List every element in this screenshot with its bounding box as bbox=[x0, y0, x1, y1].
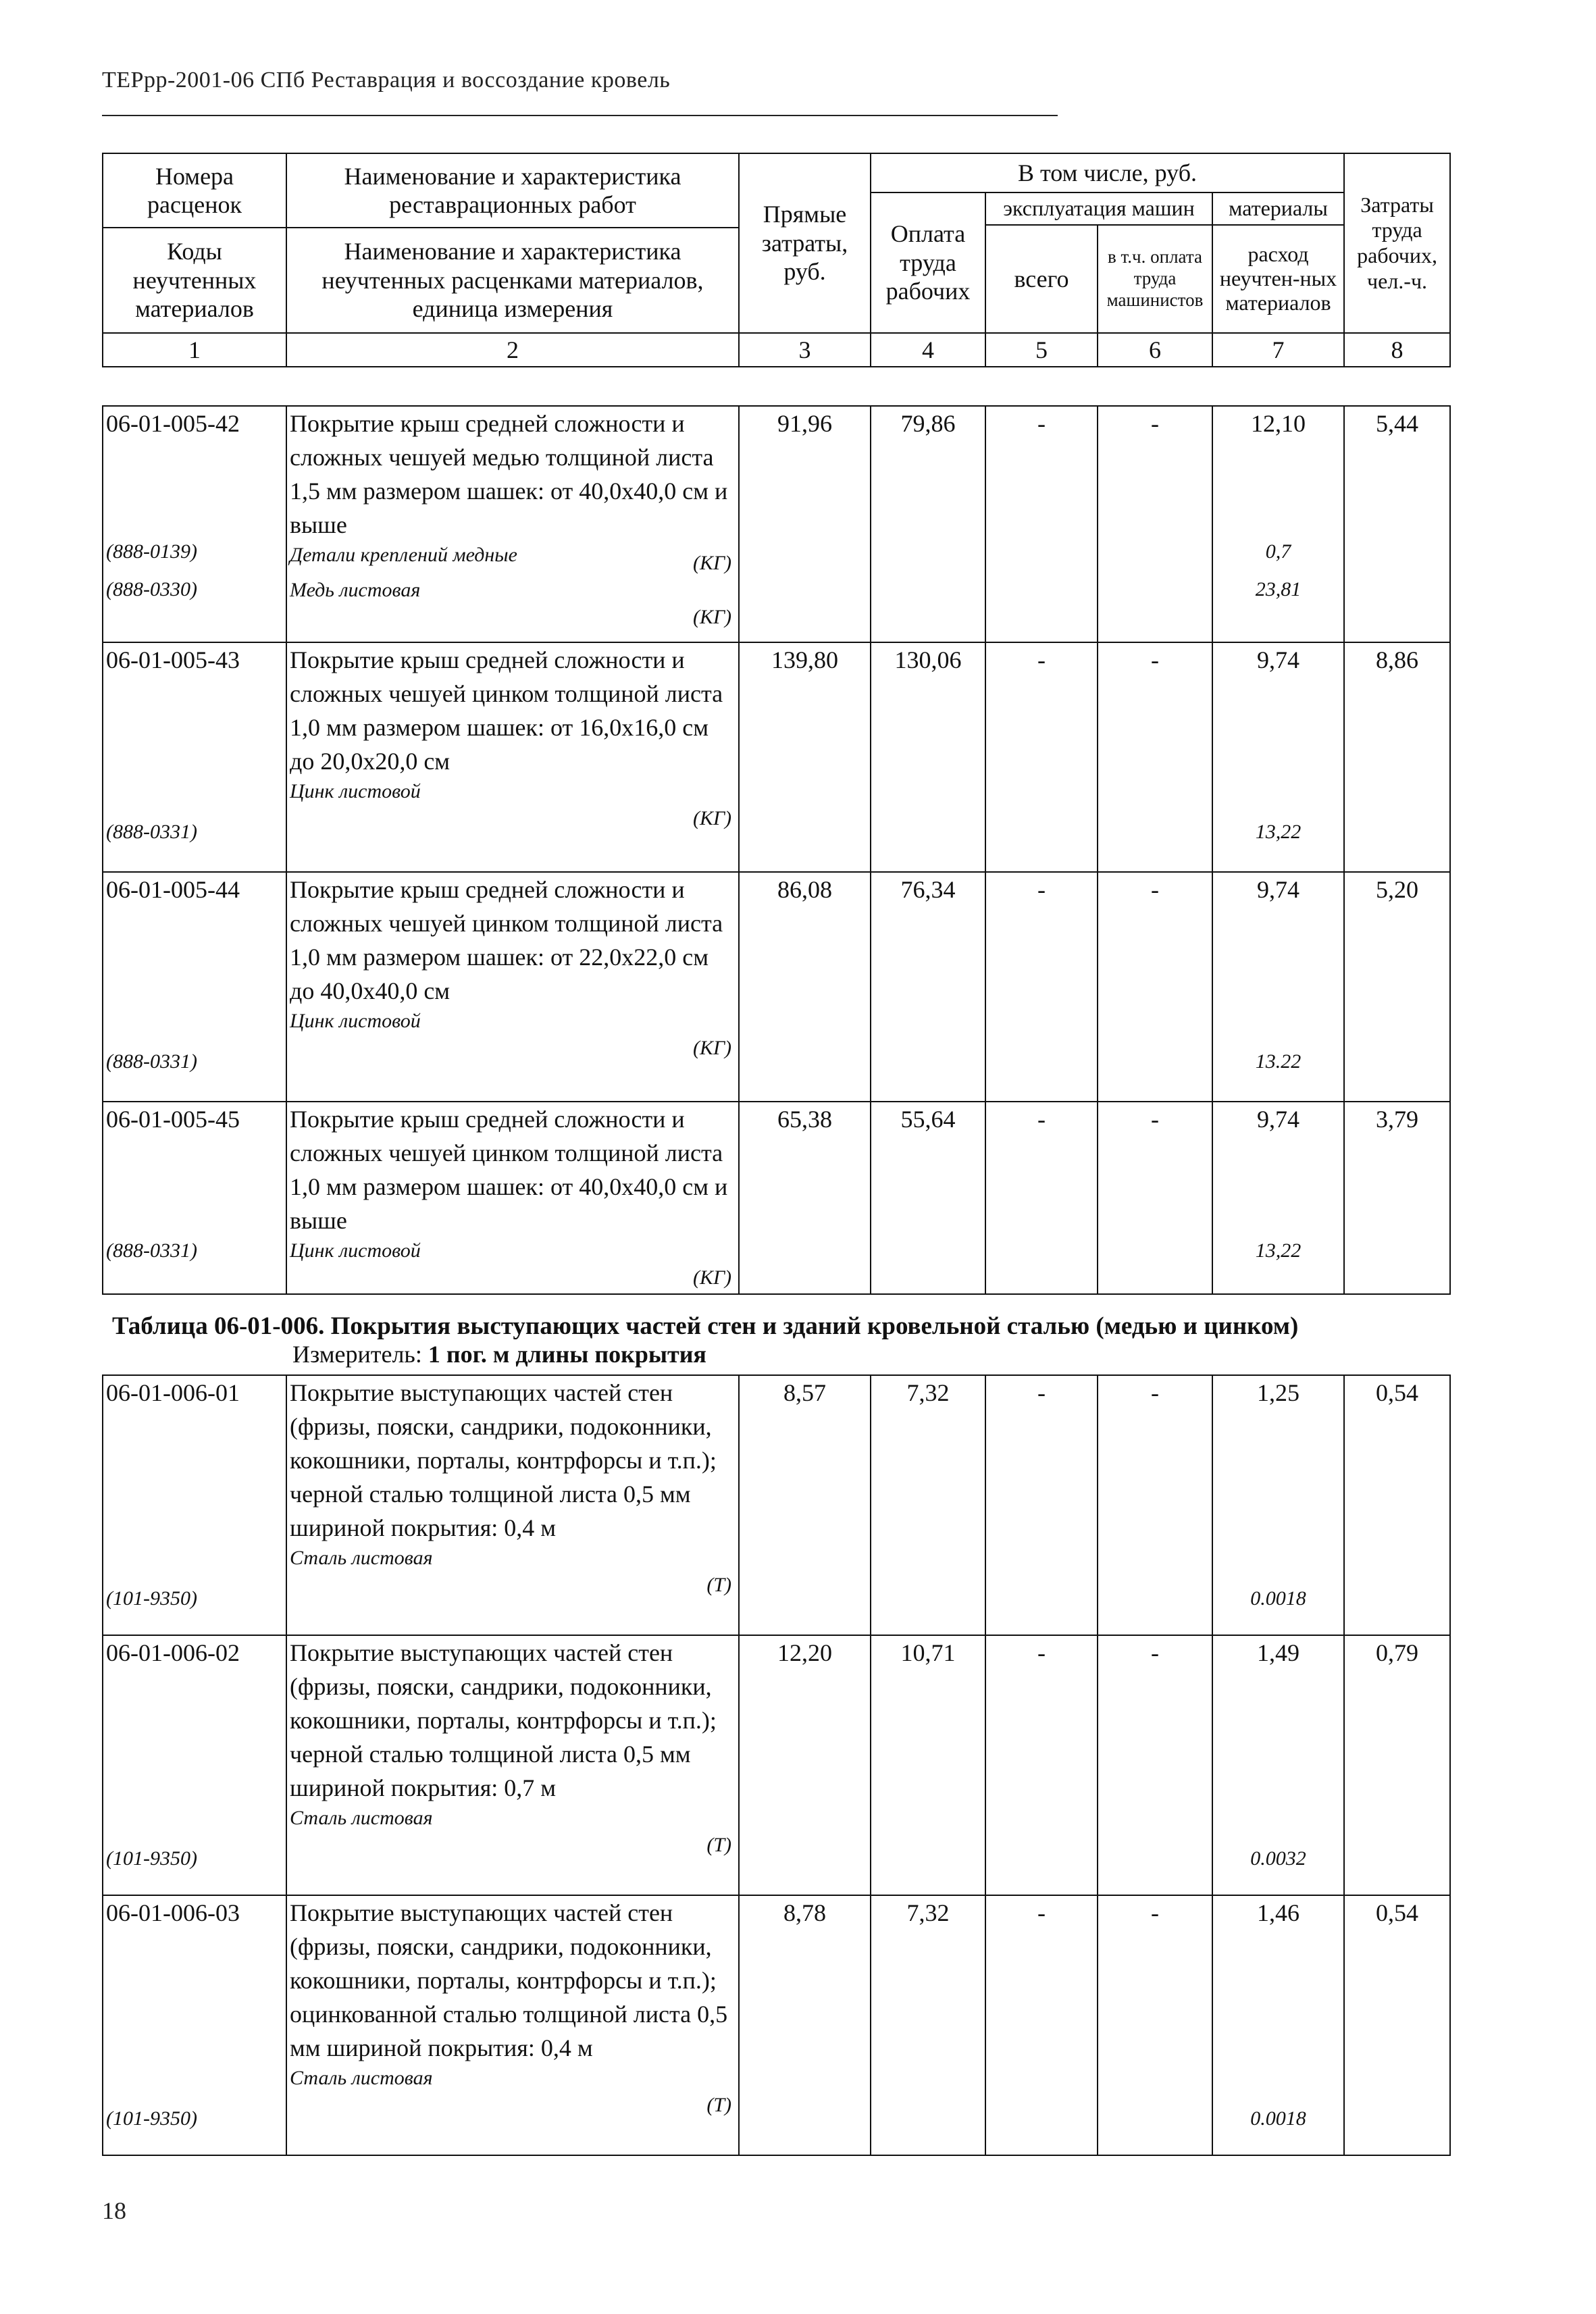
materials-cost-cell bbox=[1212, 1102, 1344, 1294]
machines-total: - bbox=[985, 1102, 1098, 1294]
rate-description-cell bbox=[286, 1102, 739, 1294]
materials-cost: 1,46 bbox=[1257, 1899, 1299, 1926]
rate-description: Покрытие выступающих частей стен (фризы, пояски, сандрики, подоконники, кокошники, порталы, контрфорсы и т.п.); оцинкованной сталью толщиной листа 0,5 мм шириной покрытия: 0,4 м bbox=[290, 1899, 728, 2061]
column-number: 2 bbox=[286, 333, 739, 367]
direct-costs: 86,08 bbox=[739, 872, 871, 1102]
material-code: (101-9350) bbox=[106, 1587, 197, 1610]
table-row bbox=[103, 1375, 1450, 1635]
direct-costs: 139,80 bbox=[739, 642, 871, 872]
header-work-description: Наименование и характеристика реставрационных работ bbox=[344, 162, 681, 218]
table-unit-value: 1 пог. м длины покрытия bbox=[428, 1341, 706, 1368]
header-material-codes: Коды неучтенных материалов bbox=[103, 228, 286, 333]
labor-hours: 5,44 bbox=[1344, 406, 1450, 642]
header-work-name bbox=[286, 153, 739, 228]
machinists-pay: - bbox=[1098, 1635, 1212, 1895]
machinists-pay: - bbox=[1098, 872, 1212, 1102]
machinists-pay: - bbox=[1098, 1102, 1212, 1294]
rate-description: Покрытие выступающих частей стен (фризы, пояски, сандрики, подоконники, кокошники, порталы, контрфорсы и т.п.); черной сталью толщиной листа 0,5 мм шириной покрытия: 0,7 м bbox=[290, 1639, 717, 1801]
rate-description: Покрытие крыш средней сложности и сложных чешуей цинком толщиной листа 1,0 мм размером шашек: от 40,0х40,0 см и выше bbox=[290, 1106, 728, 1234]
material-code: (888-0331) bbox=[106, 821, 197, 843]
materials-cost-cell bbox=[1212, 872, 1344, 1102]
rate-code: 06-01-005-44 bbox=[106, 876, 240, 903]
material-quantity: 0,7 bbox=[1265, 540, 1291, 563]
column-number: 5 bbox=[985, 333, 1098, 367]
header-material-consumption: расход неучтен-ных материалов bbox=[1212, 225, 1344, 333]
material-code: (888-0139) bbox=[106, 540, 197, 563]
rate-code: 06-01-006-02 bbox=[106, 1639, 240, 1666]
header-codes bbox=[103, 153, 286, 228]
material-code: (888-0331) bbox=[106, 1050, 197, 1073]
labor-pay: 76,34 bbox=[871, 872, 985, 1102]
header-machinists-pay: в т.ч. оплата труда машинистов bbox=[1098, 225, 1212, 333]
labor-pay: 79,86 bbox=[871, 406, 985, 642]
table-caption: Таблица 06-01-006. Покрытия выступающих частей стен и зданий кровельной сталью (медью и цинком) bbox=[112, 1312, 1299, 1340]
table-row bbox=[103, 1102, 1450, 1294]
labor-hours: 8,86 bbox=[1344, 642, 1450, 872]
table-row bbox=[103, 1635, 1450, 1895]
header-rule bbox=[102, 115, 1058, 116]
machinists-pay: - bbox=[1098, 1375, 1212, 1635]
table-row bbox=[103, 642, 1450, 872]
material-name: Сталь листовая bbox=[290, 1547, 433, 1569]
rate-code-cell bbox=[103, 1635, 286, 1895]
labor-pay: 55,64 bbox=[871, 1102, 985, 1294]
rates-table-006 bbox=[102, 1374, 1451, 2156]
direct-costs: 8,78 bbox=[739, 1895, 871, 2155]
header-labor-pay: Оплата труда рабочих bbox=[871, 192, 985, 333]
machines-total: - bbox=[985, 1375, 1098, 1635]
rate-code: 06-01-005-43 bbox=[106, 646, 240, 673]
materials-cost-cell bbox=[1212, 406, 1344, 642]
materials-cost-cell bbox=[1212, 1895, 1344, 2155]
material-unit: (КГ) bbox=[693, 1037, 731, 1059]
machinists-pay: - bbox=[1098, 642, 1212, 872]
material-unit: (Т) bbox=[706, 1834, 731, 1856]
materials-cost-cell bbox=[1212, 1635, 1344, 1895]
rate-description-cell bbox=[286, 642, 739, 872]
materials-cost: 9,74 bbox=[1257, 876, 1299, 903]
material-quantity: 0.0018 bbox=[1250, 1587, 1306, 1610]
column-number: 4 bbox=[871, 333, 985, 367]
rate-code-cell bbox=[103, 1895, 286, 2155]
rate-code: 06-01-005-45 bbox=[106, 1106, 240, 1133]
material-quantity: 0.0032 bbox=[1250, 1847, 1306, 1870]
table-row bbox=[103, 406, 1450, 642]
header-machines: эксплуатация машин bbox=[985, 192, 1212, 225]
rate-description: Покрытие крыш средней сложности и сложных чешуей цинком толщиной листа 1,0 мм размером шашек: от 16,0х16,0 см до 20,0х20,0 см bbox=[290, 646, 723, 775]
material-name: Цинк листовой bbox=[290, 1239, 421, 1262]
material-quantity: 13,22 bbox=[1255, 821, 1302, 843]
rate-description: Покрытие крыш средней сложности и сложных чешуей медью толщиной листа 1,5 мм размером шашек: от 40,0х40,0 см и выше bbox=[290, 410, 728, 538]
labor-pay: 7,32 bbox=[871, 1895, 985, 2155]
header-material-description: Наименование и характеристика неучтенных расценками материалов, единица измерения bbox=[286, 228, 739, 333]
column-number: 6 bbox=[1098, 333, 1212, 367]
materials-cost: 1,49 bbox=[1257, 1639, 1299, 1666]
rate-code: 06-01-006-03 bbox=[106, 1899, 240, 1926]
direct-costs: 91,96 bbox=[739, 406, 871, 642]
direct-costs: 65,38 bbox=[739, 1102, 871, 1294]
machines-total: - bbox=[985, 872, 1098, 1102]
column-number: 7 bbox=[1212, 333, 1344, 367]
material-name: Сталь листовая bbox=[290, 2067, 433, 2089]
material-unit: (Т) bbox=[706, 1574, 731, 1596]
materials-cost: 12,10 bbox=[1251, 410, 1306, 437]
material-quantity: 23,81 bbox=[1255, 578, 1302, 600]
direct-costs: 8,57 bbox=[739, 1375, 871, 1635]
column-number: 3 bbox=[739, 333, 871, 367]
table-unit-label: Измеритель: bbox=[292, 1341, 422, 1368]
labor-hours: 0,79 bbox=[1344, 1635, 1450, 1895]
materials-cost-cell bbox=[1212, 1375, 1344, 1635]
labor-pay: 130,06 bbox=[871, 642, 985, 872]
header-direct-costs: Прямые затраты, руб. bbox=[739, 153, 871, 333]
material-name: Цинк листовой bbox=[290, 1010, 421, 1032]
rate-code-cell bbox=[103, 642, 286, 872]
rate-description-cell bbox=[286, 1635, 739, 1895]
table-row bbox=[103, 872, 1450, 1102]
material-unit: (КГ) bbox=[693, 1266, 731, 1289]
column-number: 1 bbox=[103, 333, 286, 367]
rate-code-cell bbox=[103, 1375, 286, 1635]
materials-cost: 9,74 bbox=[1257, 646, 1299, 673]
rate-code: 06-01-005-42 bbox=[106, 410, 240, 437]
material-code: (888-0331) bbox=[106, 1239, 197, 1262]
machinists-pay: - bbox=[1098, 1895, 1212, 2155]
material-quantity: 0.0018 bbox=[1250, 2107, 1306, 2130]
materials-cost: 1,25 bbox=[1257, 1379, 1299, 1406]
rates-table-005 bbox=[102, 405, 1451, 1295]
labor-pay: 7,32 bbox=[871, 1375, 985, 1635]
materials-cost-cell bbox=[1212, 642, 1344, 872]
running-head: ТЕРрр-2001-06 СПб Реставрация и воссоздание кровель bbox=[102, 68, 671, 93]
rate-description-cell bbox=[286, 406, 739, 642]
header-labor-hours: Затраты труда рабочих, чел.-ч. bbox=[1344, 153, 1450, 333]
labor-pay: 10,71 bbox=[871, 1635, 985, 1895]
material-quantity: 13.22 bbox=[1255, 1050, 1302, 1073]
material-quantity: 13,22 bbox=[1255, 1239, 1302, 1262]
rate-description: Покрытие выступающих частей стен (фризы, пояски, сандрики, подоконники, кокошники, порталы, контрфорсы и т.п.); черной сталью толщиной листа 0,5 мм шириной покрытия: 0,4 м bbox=[290, 1379, 717, 1541]
machines-total: - bbox=[985, 1895, 1098, 2155]
material-unit: (КГ) bbox=[693, 606, 731, 628]
rate-code: 06-01-006-01 bbox=[106, 1379, 240, 1406]
header-including: В том числе, руб. bbox=[871, 153, 1344, 192]
rate-description: Покрытие крыш средней сложности и сложных чешуей цинком толщиной листа 1,0 мм размером шашек: от 22,0х22,0 см до 40,0х40,0 см bbox=[290, 876, 723, 1004]
labor-hours: 0,54 bbox=[1344, 1375, 1450, 1635]
material-name: Цинк листовой bbox=[290, 780, 421, 802]
material-name: Детали креплений медные bbox=[290, 544, 517, 566]
rate-description-cell bbox=[286, 1375, 739, 1635]
rate-description-cell bbox=[286, 1895, 739, 2155]
labor-hours: 3,79 bbox=[1344, 1102, 1450, 1294]
labor-hours: 0,54 bbox=[1344, 1895, 1450, 2155]
machines-total: - bbox=[985, 1635, 1098, 1895]
material-unit: (Т) bbox=[706, 2094, 731, 2116]
machines-total: - bbox=[985, 642, 1098, 872]
material-code: (101-9350) bbox=[106, 2107, 197, 2130]
rate-code-cell bbox=[103, 1102, 286, 1294]
rate-description-cell bbox=[286, 872, 739, 1102]
column-number: 8 bbox=[1344, 333, 1450, 367]
page-number: 18 bbox=[102, 2197, 126, 2224]
header-materials: материалы bbox=[1212, 192, 1344, 225]
rate-code-cell bbox=[103, 872, 286, 1102]
material-code: (101-9350) bbox=[106, 1847, 197, 1870]
rate-code-cell bbox=[103, 406, 286, 642]
material-unit: (КГ) bbox=[693, 807, 731, 829]
table-unit-line bbox=[292, 1340, 706, 1368]
column-header-table bbox=[102, 153, 1451, 367]
material-name: Медь листовая bbox=[290, 579, 421, 601]
material-unit: (КГ) bbox=[693, 552, 731, 574]
materials-cost: 9,74 bbox=[1257, 1106, 1299, 1133]
direct-costs: 12,20 bbox=[739, 1635, 871, 1895]
header-rate-numbers: Номера расценок bbox=[147, 162, 242, 218]
labor-hours: 5,20 bbox=[1344, 872, 1450, 1102]
machinists-pay: - bbox=[1098, 406, 1212, 642]
material-code: (888-0330) bbox=[106, 578, 197, 600]
header-machines-total: всего bbox=[985, 225, 1098, 333]
table-row bbox=[103, 1895, 1450, 2155]
machines-total: - bbox=[985, 406, 1098, 642]
material-name: Сталь листовая bbox=[290, 1807, 433, 1829]
